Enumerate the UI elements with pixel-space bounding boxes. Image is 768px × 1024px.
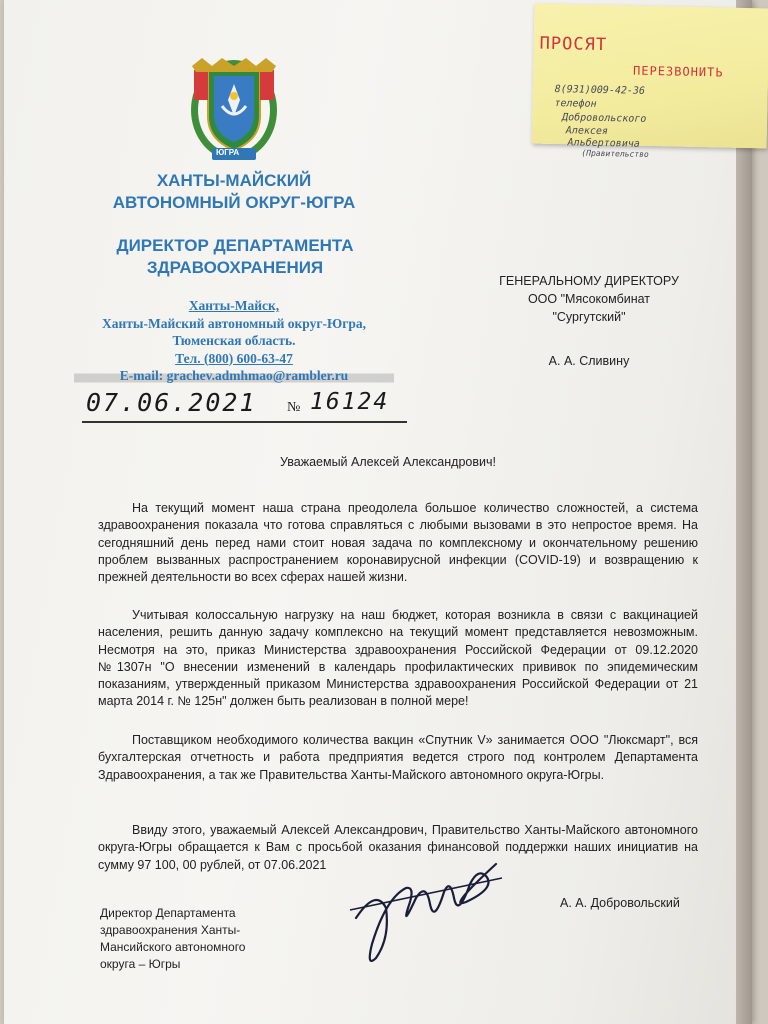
- org-name: [94, 170, 374, 214]
- sticky-subtitle: ПЕРЕЗВОНИТЬ: [632, 63, 724, 80]
- recipient-company-line2: "Сургутский": [552, 310, 626, 324]
- body-paragraph-3: Поставщиком необходимого количества вакцин «Спутник V» занимается ООО "Люксмарт", вся бухгалтерская отчетность и работа предприятия ведется строго под контролем Департамента Здравоохранения, а так же Правительства Ханты-Майского автономного округа-Югры.: [98, 733, 698, 782]
- crest-ribbon-label: ЮГРА: [216, 148, 240, 157]
- sticky-title: ПРОСЯТ: [539, 33, 608, 56]
- signer-title: Директор Департамента здравоохранения Ханты-Мансийского автономного округа – Югры: [100, 906, 246, 971]
- handwritten-signature: [346, 848, 506, 974]
- recipient-title: ГЕНЕРАЛЬНОМУ ДИРЕКТОРУ: [499, 274, 679, 288]
- address-email: E-mail: grachev.admhmao@rambler.ru: [74, 367, 394, 385]
- registration-line: [82, 388, 407, 424]
- registration-number-sign: №: [287, 400, 301, 415]
- sticky-line-6: (Правительство: [581, 148, 649, 159]
- address-phone: Тел. (800) 600-63-47: [175, 350, 293, 366]
- body-paragraph-4: Ввиду этого, уважаемый Алексей Александрович, Правительство Ханты-Майского автономного округа-Югры обращается к Вам с просьбой оказания финансовой поддержки наших инициатив на сумму 97 100, 00 рублей, от 07.06.2021: [98, 823, 698, 872]
- dept-name-line1: ДИРЕКТОР ДЕПАРТАМЕНТА: [116, 236, 354, 255]
- sticky-line-2: телефон: [554, 97, 597, 110]
- sticky-phone: 8(931)009-42-36: [554, 83, 646, 97]
- sticky-line-5: Альбертовича: [567, 137, 640, 150]
- body-paragraph-2: Учитывая колоссальную нагрузку на наш бюджет, которая возникла в связи с вакцинацией населения, решить данную задачу комплексно на текущий момент представляется невозможным. Несмотря на это, приказ Министерства здравоохранения Российской Федерации от 09.12.2020 №1307н "О внесении изменений в календарь профилактических прививок по эпидемическим показаниям, утвержденный приказом Министерства здравоохранения Российской Федерации от 21 марта 2014 г. № 125н" должен быть реализован в полной мере!: [98, 608, 698, 709]
- page-edge-shadow: [736, 0, 752, 1024]
- recipient-company-line1: ООО "Мясокомбинат: [527, 292, 651, 306]
- registration-underline: [82, 421, 407, 423]
- sticky-line-4: Алексея: [565, 125, 609, 138]
- sticky-note: [532, 4, 768, 159]
- address-oblast: Тюменская область.: [172, 333, 296, 348]
- registration-date: 07.06.2021: [86, 388, 257, 417]
- dept-name: [90, 235, 380, 279]
- greeting: Уважаемый Алексей Александрович!: [280, 455, 496, 469]
- org-name-line1: ХАНТЫ-МАЙСКИЙ: [156, 171, 312, 190]
- recipient-block: [464, 272, 714, 370]
- address-city: Ханты-Майск,: [188, 298, 280, 313]
- org-name-line2: АВТОНОМНЫЙ ОКРУГ-ЮГРА: [112, 193, 356, 212]
- sender-address: [74, 297, 394, 385]
- registration-number: 16124: [310, 389, 390, 415]
- sticky-line-3: Добровольского: [561, 112, 647, 125]
- dept-name-line2: ЗДРАВООХРАНЕНИЯ: [146, 258, 324, 277]
- signer-name: А. А. Добровольский: [560, 896, 680, 910]
- body-paragraph-1: На текущий момент наша страна преодолела большое количество сложностей, а система здравоохранения показала что готова справляться с любыми вызовами в это непростое время. На сегодняшний день перед нами стоит новая задача по комплексному и окончательному решению проблем вызванных распространением коронавирусной инфекции (COVID-19) и возвращению к прежней деятельности во всех сферах нашей жизни.: [98, 501, 698, 585]
- recipient-name: А. А. Сливину: [548, 354, 630, 368]
- address-region: Ханты-Мaйский автономный округ-Югра,: [102, 315, 366, 331]
